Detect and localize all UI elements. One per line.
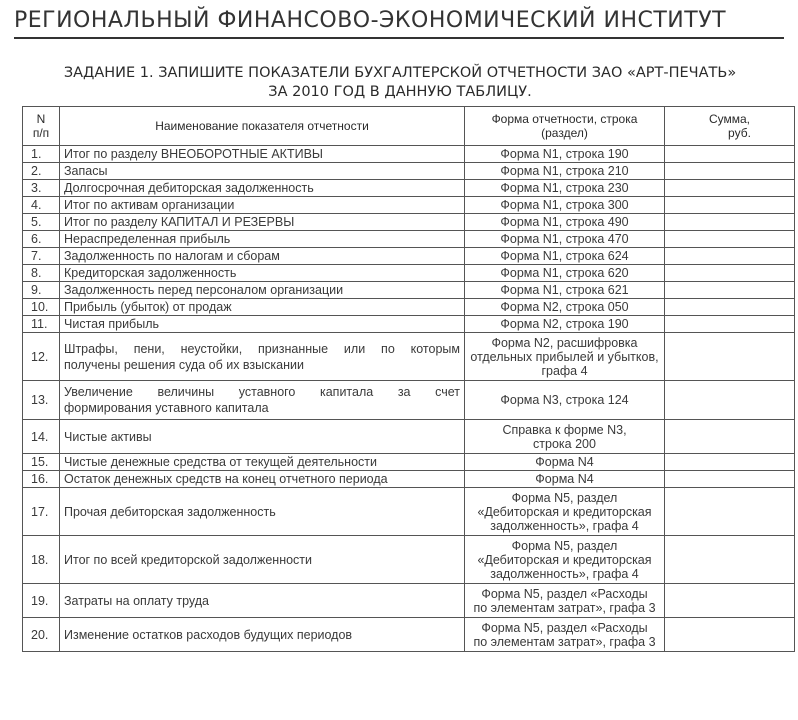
sum-cell[interactable]: [665, 316, 795, 333]
table-row: 9. Задолженность перед персоналом организации Форма N1, строка 621: [23, 282, 795, 299]
institute-title: РЕГИОНАЛЬНЫЙ ФИНАНСОВО-ЭКОНОМИЧЕСКИЙ ИНСТИТУТ: [14, 8, 727, 33]
table-row: 15. Чистые денежные средства от текущей деятельности Форма N4: [23, 454, 795, 471]
sum-cell[interactable]: [665, 488, 795, 536]
sum-cell[interactable]: [665, 265, 795, 282]
task-line-1: ЗАДАНИЕ 1. ЗАПИШИТЕ ПОКАЗАТЕЛИ БУХГАЛТЕРСКОЙ ОТЧЕТНОСТИ ЗАО «АРТ-ПЕЧАТЬ»: [63, 65, 737, 81]
sum-cell[interactable]: [665, 214, 795, 231]
sum-cell[interactable]: [665, 471, 795, 488]
table-row: 8. Кредиторская задолженность Форма N1, строка 620: [23, 265, 795, 282]
table-row: 7. Задолженность по налогам и сборам Форма N1, строка 624: [23, 248, 795, 265]
table-row: 17. Прочая дебиторская задолженность Форма N5, раздел «Дебиторская и кредиторская задолженность», графа 4: [23, 488, 795, 536]
table-row: 16. Остаток денежных средств на конец отчетного периода Форма N4: [23, 471, 795, 488]
header-form: Форма отчетности, строка (раздел): [465, 107, 665, 146]
table-row: 19. Затраты на оплату труда Форма N5, раздел «Расходы по элементам затрат», графа 3: [23, 584, 795, 618]
sum-cell[interactable]: [665, 197, 795, 214]
table-row: 4. Итог по активам организации Форма N1, строка 300: [23, 197, 795, 214]
header-name: Наименование показателя отчетности: [60, 107, 465, 146]
task-line-2: ЗА 2010 ГОД В ДАННУЮ ТАБЛИЦУ.: [268, 84, 532, 100]
table-row: 14. Чистые активы Справка к форме N3, строка 200: [23, 420, 795, 454]
sum-cell[interactable]: [665, 231, 795, 248]
table-row: 11. Чистая прибыль Форма N2, строка 190: [23, 316, 795, 333]
document-header: [14, 8, 784, 39]
table-row: 5. Итог по разделу КАПИТАЛ И РЕЗЕРВЫ Форма N1, строка 490: [23, 214, 795, 231]
table-row: 1. Итог по разделу ВНЕОБОРОТНЫЕ АКТИВЫ Форма N1, строка 190: [23, 146, 795, 163]
sum-cell[interactable]: [665, 146, 795, 163]
table-row: 3. Долгосрочная дебиторская задолженность Форма N1, строка 230: [23, 180, 795, 197]
table-row: 13. Увеличение величины уставного капитала за счет формирования уставного капитала Форма N3, строка 124: [23, 381, 795, 420]
table-row: 2. Запасы Форма N1, строка 210: [23, 163, 795, 180]
sum-cell[interactable]: [665, 333, 795, 381]
sum-cell[interactable]: [665, 381, 795, 420]
table-header-row: [23, 107, 795, 146]
sum-cell[interactable]: [665, 248, 795, 265]
sum-cell[interactable]: [665, 420, 795, 454]
sum-cell[interactable]: [665, 536, 795, 584]
header-num: N п/п: [23, 107, 60, 146]
sum-cell[interactable]: [665, 282, 795, 299]
table-row: 12. Штрафы, пени, неустойки, признанные или по которым получены решения суда об их взыскании Форма N2, расшифровка отдельных прибылей и убытков, графа 4: [23, 333, 795, 381]
sum-cell[interactable]: [665, 163, 795, 180]
table-row: 6. Нераспределенная прибыль Форма N1, строка 470: [23, 231, 795, 248]
sum-cell[interactable]: [665, 299, 795, 316]
task-statement: [30, 64, 770, 102]
table-row: 18. Итог по всей кредиторской задолженности Форма N5, раздел «Дебиторская и кредиторская задолженность», графа 4: [23, 536, 795, 584]
indicators-table: [22, 106, 795, 652]
sum-cell[interactable]: [665, 180, 795, 197]
sum-cell[interactable]: [665, 584, 795, 618]
header-sum: Сумма, руб.: [665, 107, 795, 146]
table-row: 20. Изменение остатков расходов будущих периодов Форма N5, раздел «Расходы по элементам затрат», графа 3: [23, 618, 795, 652]
sum-cell[interactable]: [665, 454, 795, 471]
sum-cell[interactable]: [665, 618, 795, 652]
table-row: 10. Прибыль (убыток) от продаж Форма N2, строка 050: [23, 299, 795, 316]
